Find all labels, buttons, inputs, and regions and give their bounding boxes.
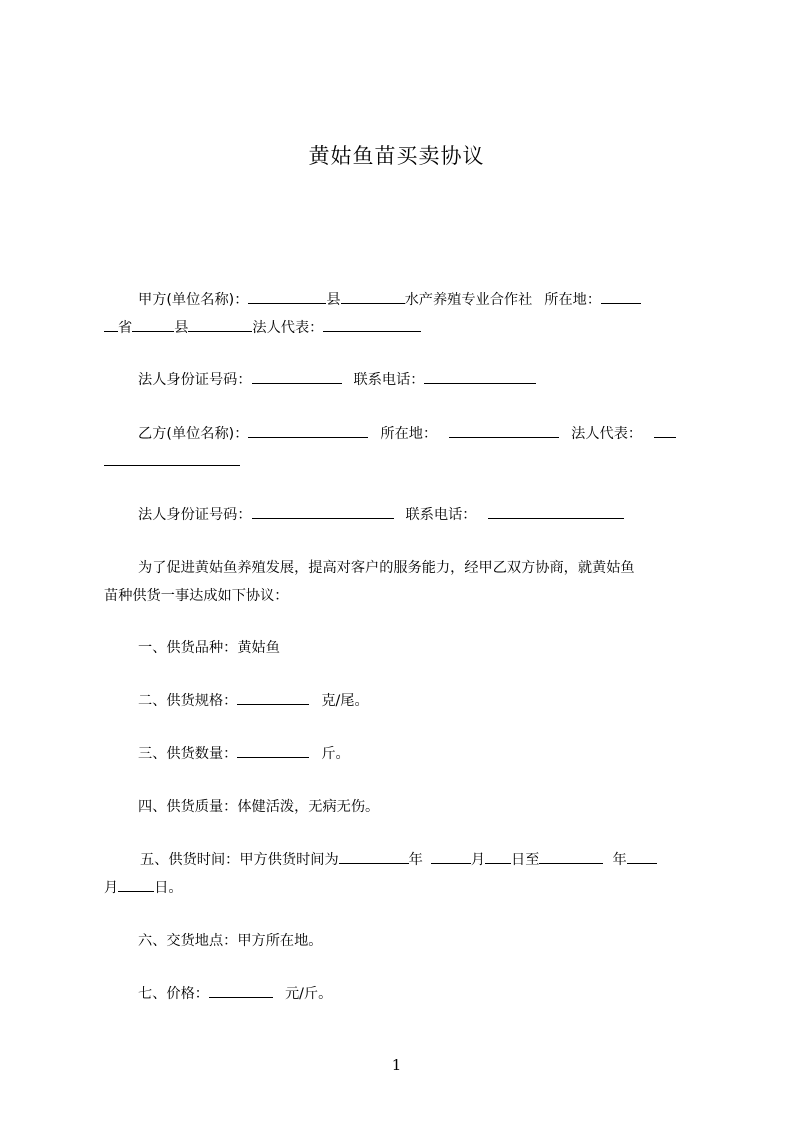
party-a-label: 甲方(单位名称)： — [138, 292, 249, 308]
clause-variety — [104, 634, 700, 662]
party-b-location-label: 所在地： — [380, 426, 438, 442]
party-a-paragraph — [104, 286, 700, 342]
clause-spec-unit: 克/尾。 — [321, 693, 369, 709]
party-b-phone-label: 联系电话： — [405, 507, 477, 523]
clause-price — [104, 980, 700, 1008]
clause-time-year-blank — [339, 848, 409, 864]
party-b-id-blank — [252, 503, 394, 519]
clause-spec — [104, 687, 700, 715]
clause-quantity-label: 三、供货数量： — [138, 746, 238, 762]
clause-time-month-blank — [431, 848, 471, 864]
clause-variety-text: 一、供货品种：黄姑鱼 — [138, 640, 280, 656]
party-b-blank — [248, 422, 368, 438]
clause-time-year2-blank — [539, 848, 603, 864]
intro-line-2: 苗种供货一事达成如下协议： — [104, 588, 289, 604]
clause-place-text: 六、交货地点：甲方所在地。 — [138, 933, 323, 949]
party-a-id-paragraph — [104, 366, 700, 394]
clause-quality-text: 四、供货质量：体健活泼，无病无伤。 — [138, 799, 380, 815]
clause-quantity-blank — [237, 742, 309, 758]
document-title: 黄姑鱼苗买卖协议 — [308, 144, 485, 168]
clause-time-year2: 年 — [612, 852, 627, 868]
clause-spec-label: 二、供货规格： — [138, 693, 238, 709]
clause-quality — [104, 793, 700, 821]
intro-paragraph — [104, 554, 700, 610]
party-b-paragraph — [104, 420, 700, 476]
clause-price-blank — [209, 982, 273, 998]
party-a-phone-blank — [424, 368, 536, 384]
clause-price-label: 七、价格： — [138, 986, 209, 1002]
clause-time-day-to: 日至 — [511, 852, 540, 868]
party-b-rep-label: 法人代表： — [571, 426, 643, 442]
party-b-id-paragraph — [104, 501, 700, 529]
party-a-province-blank — [132, 316, 174, 332]
party-a-county2-blank — [188, 316, 252, 332]
party-a-coop: 水产养殖专业合作社 — [404, 292, 533, 308]
clause-quantity — [104, 740, 700, 768]
clause-time-day-blank — [485, 848, 511, 864]
party-b-rep-blank-cont — [104, 450, 240, 466]
clause-spec-blank — [237, 689, 309, 705]
clause-place — [104, 927, 700, 955]
party-a-county: 县 — [326, 292, 341, 308]
party-a-location-blank-cont — [104, 316, 118, 332]
party-a-province: 省 — [118, 320, 133, 336]
party-a-county2: 县 — [174, 320, 189, 336]
party-b-label: 乙方(单位名称)： — [138, 426, 249, 442]
clause-quantity-unit: 斤。 — [321, 746, 350, 762]
clause-time-day2: 日。 — [154, 880, 183, 896]
clause-time-day2-blank — [118, 876, 154, 892]
party-a-rep-blank — [323, 316, 421, 332]
clause-time-label: 五、供货时间：甲方供货时间为 — [140, 852, 339, 868]
party-b-id-label: 法人身份证号码： — [138, 507, 252, 523]
clause-price-unit: 元/斤。 — [284, 986, 333, 1002]
page-number: 1 — [391, 1056, 402, 1074]
party-b-phone-blank — [488, 503, 624, 519]
party-b-location-blank — [449, 422, 559, 438]
party-a-rep-label: 法人代表： — [252, 320, 324, 336]
party-b-rep-blank — [654, 422, 676, 438]
party-a-phone-label: 联系电话： — [353, 372, 425, 388]
clause-time — [104, 846, 700, 902]
intro-line-1: 为了促进黄姑鱼养殖发展，提高对客户的服务能力，经甲乙双方协商，就黄姑鱼 — [138, 560, 635, 576]
party-a-id-blank — [252, 368, 342, 384]
clause-time-month2-blank — [627, 848, 657, 864]
clause-time-month: 月 — [470, 852, 486, 868]
party-a-county-blank — [341, 288, 405, 304]
clause-time-month2: 月 — [104, 880, 119, 896]
party-a-id-label: 法人身份证号码： — [138, 372, 252, 388]
clause-time-year: 年 — [408, 852, 423, 868]
party-a-location-blank — [601, 288, 641, 304]
party-a-location-label: 所在地： — [544, 292, 602, 308]
party-a-blank — [248, 288, 326, 304]
